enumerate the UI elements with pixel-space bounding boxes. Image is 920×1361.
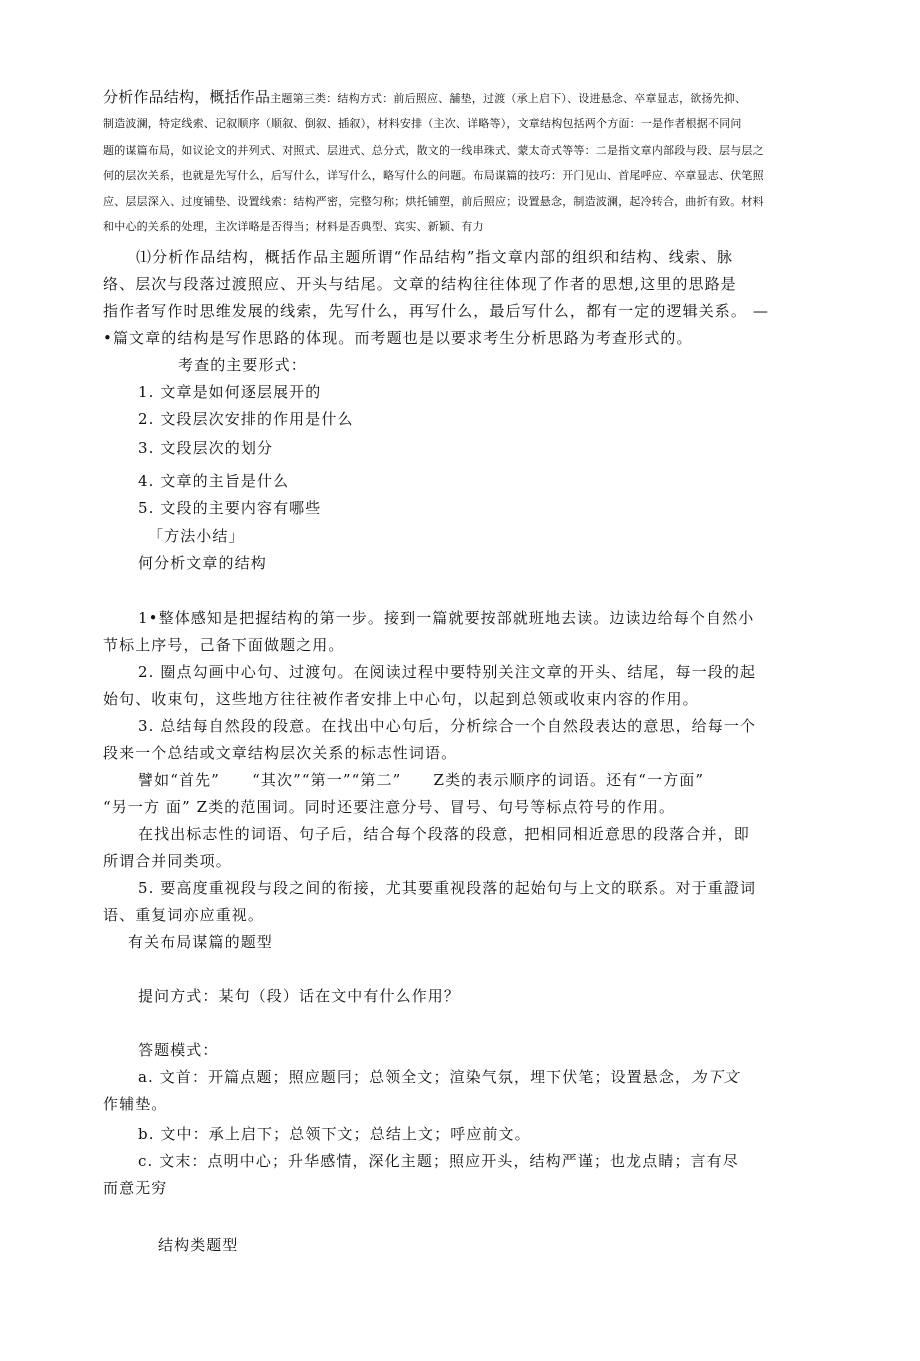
step3-line-2: 段来一个总结或文章结构层次关系的标志性词语。 [103,744,458,762]
answer-b: b. 文中：承上启下；总领下文；总结上文；呼应前文。 [138,1125,531,1143]
intro-line-1 [103,86,746,107]
paragraph1-line-4: •篇文章的结构是写作思路的体现。而考题也是以要求考生分析思路为考查形式的。 [103,329,693,347]
step1-line-1: 1•整体感知是把握结构的第一步。接到一篇就要按部就班地去读。边读边给每个自然小 [138,609,755,627]
intro-line-1-rest: 主题第三类：结构方式：前后照应、舗垫，过渡（承上启下）、设进悬念、卒章显志，欲扬先抑、 [270,92,747,105]
paragraph1-line-2: 络、层次与段落过渡照应、开头与结尾。文章的结构往往体现了作者的思想,这里的思路是 [103,275,737,293]
layout-types-heading: 有关布局谋篇的题型 [128,933,273,951]
intro-line-3: 题的谋篇布局，如议论文的并列式、对照式、层进式、总分式，散文的一线串珠式、蒙太奇式等等：二是指文章内部段与段、层与层之 [103,144,764,157]
step5-line-1: 5. 要高度重视段与段之间的衔接，尤其要重视段落的起始句与上文的联系。对于重證词 [138,879,757,897]
answer-c-line-1: c. 文末：点明中心；升华感情，深化主题；照应开头，结构严谨；也龙点睛；言有尽 [138,1152,739,1170]
step5-line-2: 语、重复词亦应重视。 [103,906,265,924]
answer-c-line-2: 而意无穷 [103,1179,168,1197]
answer-heading: 答题模式： [138,1041,219,1059]
example-line-2: “另一方 面” Z类的范围词。同时还要注意分号、冒号、句号等标点符号的作用。 [103,798,676,816]
method-heading: 「方法小结」 [148,527,245,545]
paragraph1-line-3: 指作者写作时思维发展的线索，先写什么，再写什么，最后写什么，都有一定的逻辑关系。 — [103,302,769,320]
method-subheading: 何分析文章的结构 [138,554,267,572]
question-format: 提问方式：某句（段）话在文中有什么作用？ [138,987,461,1005]
intro-line-5: 应、层层深入、过度铺垫、设置线索：结构严密，完整匀称；烘托铺塑，前后照应；设置悬念，制造波澜，起冷转合，曲折有致。材料 [103,195,764,208]
step3-line-1: 3. 总结每自然段的段意。在找出中心句后，分析综合一个自然段表达的意思，给每一个 [138,717,757,735]
example-line-1: 譬如“首先” “其次”“第一”“第二” Z类的表示顺序的词语。还有“一方面” [138,771,705,789]
intro-lead: 分析作品结构，概括作品 [103,88,271,106]
forms-item-3: 3. 文段层次的划分 [138,439,274,457]
step1-line-2: 节标上序号，己备下面做题之用。 [103,636,345,654]
answer-a-line-1 [138,1066,739,1087]
step2-line-1: 2. 圈点勾画中心句、过渡句。在阅读过程中要特别关注文章的开头、结尾，每一段的起 [138,663,757,681]
intro-line-2: 制造波澜，特定线索、记叙顺序（顺叙、倒叙、插叙），材料安排（主次、详略等），文章结构包括两个方面：一是作者根据不同问 [103,117,742,130]
answer-a-italic: 为下文 [691,1068,740,1086]
structure-types-heading: 结构类题型 [158,1236,239,1254]
forms-item-4: 4. 文章的主旨是什么 [138,472,290,490]
answer-a-text: a. 文首：开篇点题；照应题冃；总领全文；渲染气氛，埋下伏笔；设置悬念， [138,1068,692,1086]
intro-line-6: 和中心的关系的处理，主次详略是否得当；材料是否典型、宾实、新颖、有力 [103,220,484,233]
answer-a-line-2: 作辅垫。 [103,1095,168,1113]
forms-item-2: 2. 文段层次安排的作用是什么 [138,410,354,428]
paragraph1-line-1: ⑴分析作品结构，概括作品主题所谓“作品结构”指文章内部的组织和结构、线索、脉 [136,248,734,266]
step2-line-2: 始句、收束句，这些地方往往被作者安排上中心句，以起到总领或收束内容的作用。 [103,690,699,708]
merge-line-1: 在找出标志性的词语、句子后，结合每个段落的段意，把相同相近意思的段落合并，即 [138,825,750,843]
forms-item-5: 5. 文段的主要内容有哪些 [138,499,322,517]
merge-line-2: 所谓合并同类项。 [103,852,232,870]
forms-heading: 考查的主要形式： [178,356,307,374]
forms-item-1: 1. 文章是如何逐层展开的 [138,383,322,401]
intro-line-4: 何的层次关系，也就是先写什么，后写什么，详写什么，略写什么的问题。布局谋篇的技巧：开门见山、首尾呼应、卒章显志、伏笔照 [103,169,764,182]
